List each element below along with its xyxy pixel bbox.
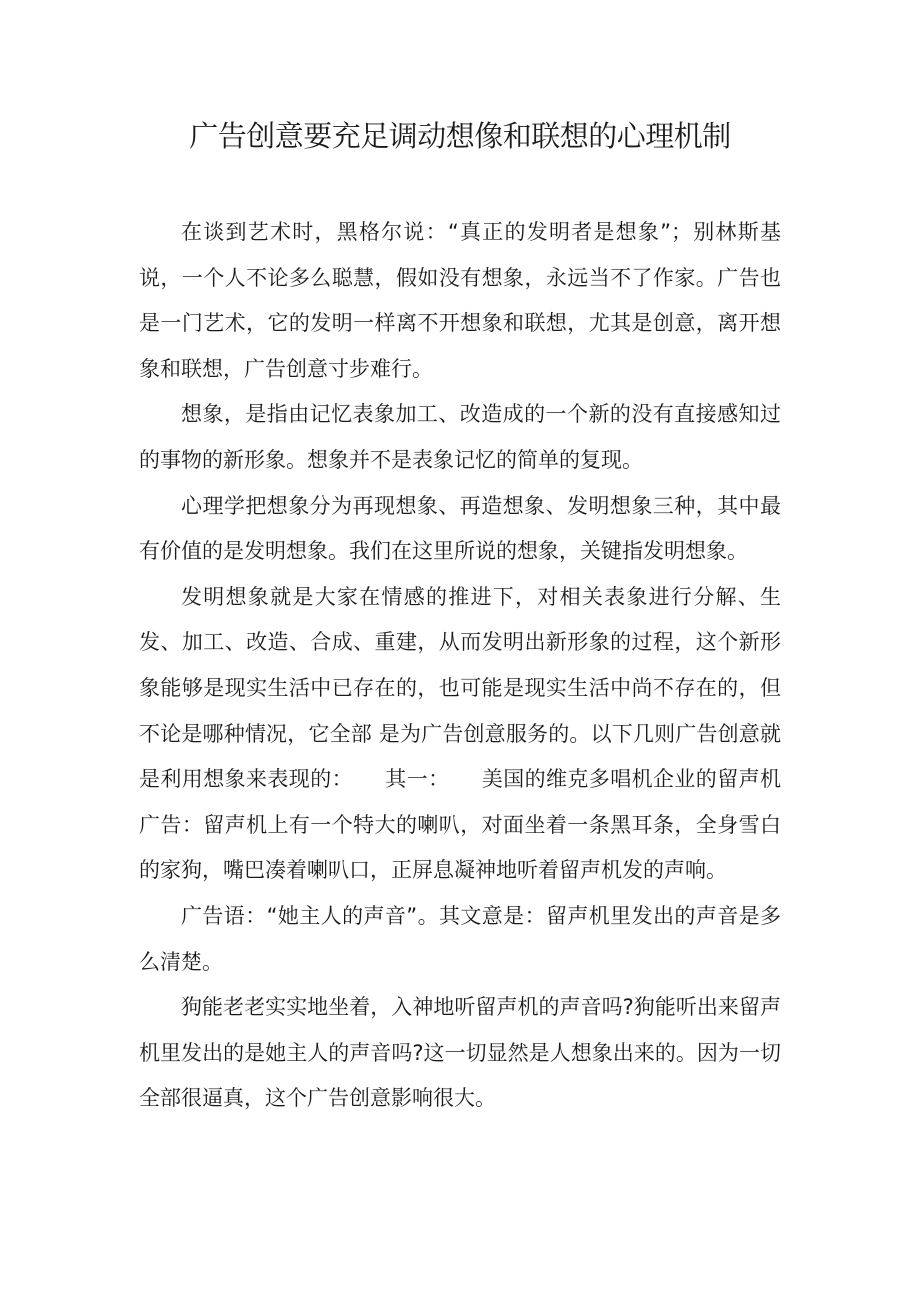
paragraph: 在谈到艺术时，黑格尔说：“真正的发明者是想象”；别林斯基说，一个人不论多么聪慧，假如没有想象，永远当不了作家。广告也是一门艺术，它的发明一样离不开想象和联想，尤其是创意，离开想象和联想，广告创意寸步难行。	[139, 220, 781, 381]
document-body	[139, 210, 781, 1122]
document-title: 广告创意要充足调动想像和联想的心理机制	[189, 119, 731, 153]
paragraph: 发明想象就是大家在情感的推进下，对相关表象进行分解、生发、加工、改造、合成、重建，从而发明出新形象的过程，这个新形 象能够是现实生活中已存在的，也可能是现实生活中尚不存在的，但不论是哪种情况，它全部 是为广告创意服务的。以下几则广告创意就是利用想象来表现的： 其一： 美国的维克多唱机企业的留声机广告：留声机上有一个特大的喇叭，对面坐着一条黑耳条，全身雪白的家狗，嘴巴凑着喇叭口，正屏息凝神地听着留声机发的声响。	[139, 584, 781, 883]
paragraph: 心理学把想象分为再现想象、再造想象、发明想象三种，其中最有价值的是发明想象。我们在这里所说的想象，关键指发明想象。	[139, 493, 781, 564]
paragraph: 狗能老老实实地坐着，入神地听留声机的声音吗?狗能听出来留声机里发出的是她主人的声音吗?这一切显然是人想象出来的。因为一切全部很逼真，这个广告创意影响很大。	[139, 995, 781, 1111]
paragraph: 想象，是指由记忆表象加工、改造成的一个新的没有直接感知过的事物的新形象。想象并不是表象记忆的简单的复现。	[139, 402, 781, 472]
paragraph: 广告语：“她主人的声音”。其文意是：留声机里发出的声音是多么清楚。	[139, 903, 781, 974]
